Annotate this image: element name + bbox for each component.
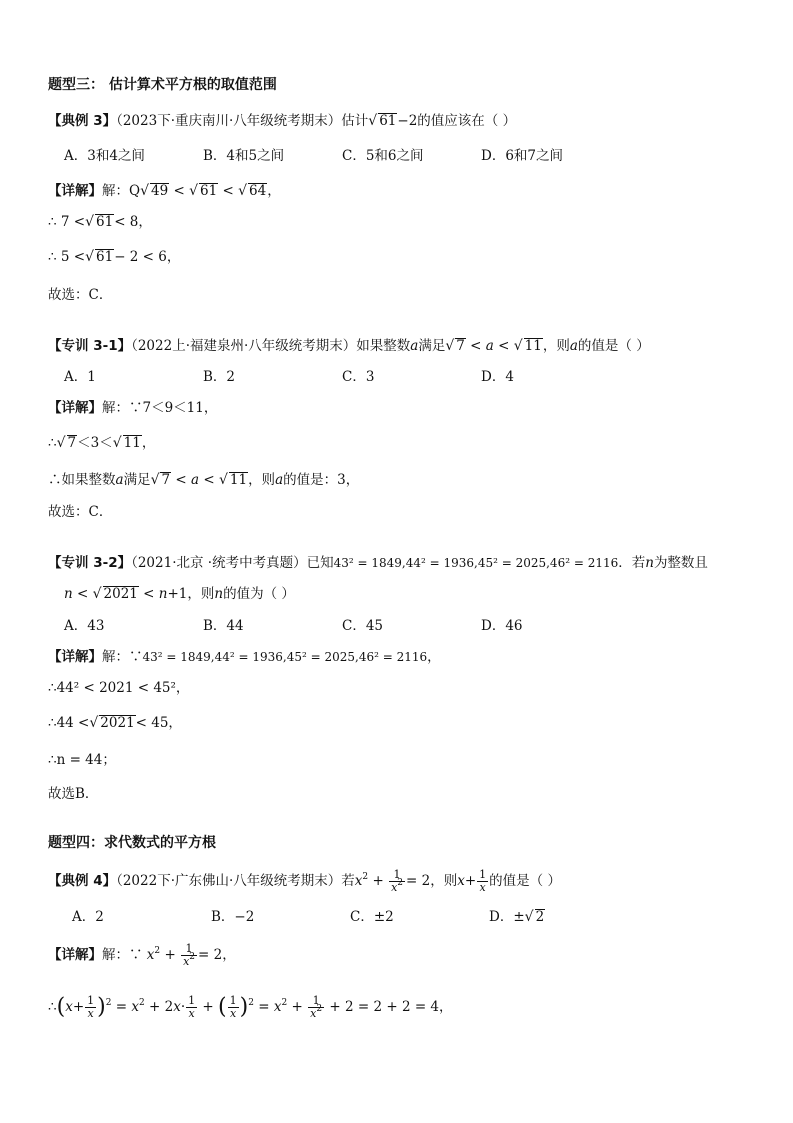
training-3-1-solution-3: ∴如果整数a满足√ 7 < a < √ 11，则a的值是：3， <box>48 472 360 488</box>
training-3-1-answer: 故选：C． <box>48 504 113 520</box>
option-a: A．43 <box>64 618 105 634</box>
option-c: C．5和6之间 <box>342 148 424 164</box>
example-3-options <box>64 146 620 166</box>
training-3-2-question-2: n < √ 2021 < n+1，则n的值为（ ） <box>64 586 295 602</box>
training-3-1-solution-1: 【详解】解：∵7＜9＜11， <box>48 400 218 416</box>
training-3-1-options <box>64 367 620 387</box>
training-3-2-solution-3: ∴44 <√ 2021< 45， <box>48 715 182 731</box>
option-a: A．2 <box>72 909 104 925</box>
option-b: B．4和5之间 <box>203 148 285 164</box>
option-b: B．−2 <box>211 909 255 925</box>
training-3-2-answer: 故选B． <box>48 786 99 802</box>
option-d: D．±√ 2 <box>489 909 545 925</box>
example-4-question: 【典例 4】（2022下·广东佛山·八年级统考期末）若$x^2$ + $\frac{1}{x^2}$ = 2，则x+ $\frac{1}{x}$ 的值是（ ） <box>48 868 561 894</box>
option-c: C．3 <box>342 369 375 385</box>
example-4-options <box>72 907 628 927</box>
example-3-solution-2: ∴ 7 <√ 61< 8， <box>48 214 152 230</box>
example-3-question: 【典例 3】（2023下·重庆南川·八年级统考期末）估计√ 61−2的值应该在（ ） <box>48 113 517 129</box>
training-3-1-solution-2: ∴√ 7＜3＜√ 11， <box>48 435 156 451</box>
example-3-solution-3: ∴ 5 <√ 61− 2 < 6， <box>48 249 181 265</box>
example-3-answer: 故选：C． <box>48 287 113 303</box>
example-4-solution-1: 【详解】解：∵ $x^2$ + $\frac{1}{x^2}$ = 2， <box>48 942 236 968</box>
option-c: C．45 <box>342 618 384 634</box>
example-4-solution-2: ∴(x+ $\frac{1}{x}$ )$^2 = x^2 + 2x\cdot$ $\frac{1}{x}$ + ( $\frac{1}{x}$ )$^2 = x^2$ + $\frac{1}{x^2}$ + 2 = 2 + 2 = 4， <box>48 994 453 1020</box>
option-d: D．4 <box>481 369 514 385</box>
example-3-solution-1: 【详解】解：Q√ 49 < √ 61 < √ 64， <box>48 183 281 199</box>
option-c: C．±2 <box>350 909 394 925</box>
training-3-2-solution-1: 【详解】解：∵43² = 1849,44² = 1936,45² = 2025,46² = 2116， <box>48 649 441 665</box>
training-3-2-solution-2: ∴44² < 2021 < 45²， <box>48 680 190 696</box>
option-d: D．46 <box>481 618 523 634</box>
training-3-2-question-1: 【专训 3-2】（2021·北京 ·统考中考真题）已知43² = 1849,44² = 1936,45² = 2025,46² = 2116．若n为整数且 <box>48 555 708 571</box>
option-a: A．1 <box>64 369 96 385</box>
training-3-2-options <box>64 616 620 636</box>
option-b: B．2 <box>203 369 236 385</box>
section-heading-3: 题型三： 估计算术平方根的取值范围 <box>48 77 277 93</box>
option-a: A．3和4之间 <box>64 148 145 164</box>
option-d: D．6和7之间 <box>481 148 564 164</box>
training-3-1-question: 【专训 3-1】（2022上·福建泉州·八年级统考期末）如果整数a满足√ 7 < a < √ 11，则a的值是（ ） <box>48 338 650 354</box>
option-b: B．44 <box>203 618 244 634</box>
training-3-2-solution-4: ∴n = 44； <box>48 752 116 768</box>
section-heading-4: 题型四：求代数式的平方根 <box>48 835 216 851</box>
